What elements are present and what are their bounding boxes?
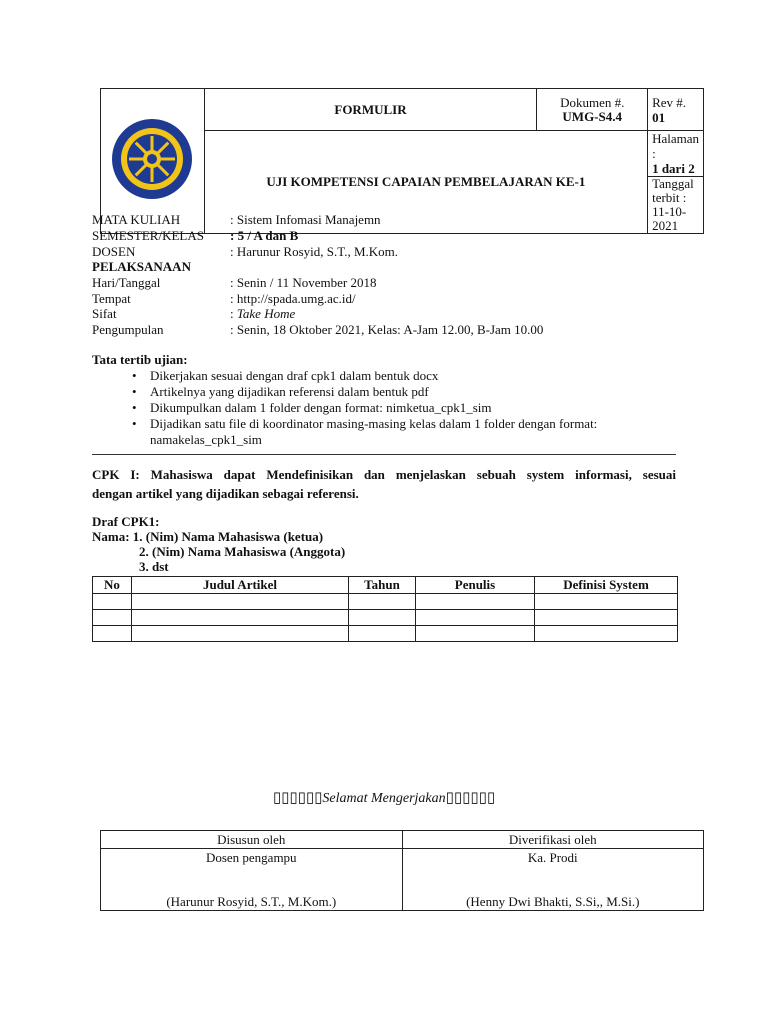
verified-by-label: Diverifikasi oleh xyxy=(402,831,704,849)
closing-line xyxy=(0,788,768,807)
col-header-author: Penulis xyxy=(416,577,535,594)
table-row xyxy=(93,626,678,642)
university-logo xyxy=(110,117,194,201)
table-cell[interactable] xyxy=(93,626,132,642)
prepared-by-cell xyxy=(101,849,403,911)
draft-name-3: 3. dst xyxy=(139,559,169,574)
verified-by-role: Ka. Prodi xyxy=(527,850,578,865)
table-cell[interactable] xyxy=(132,626,349,642)
table-cell[interactable] xyxy=(416,610,535,626)
closing-text: Selamat Mengerjakan xyxy=(322,791,446,806)
document-number-cell xyxy=(537,89,648,131)
draft-name-1: Nama: 1. (Nim) Nama Mahasiswa (ketua) xyxy=(92,529,324,544)
submission-value: : Senin, 18 Oktober 2021, Kelas: A-Jam 12.00, B-Jam 10.00 xyxy=(230,322,544,337)
rule-item-continued: namakelas_cpk1_sim xyxy=(150,432,262,447)
exam-rules xyxy=(92,352,682,448)
course-value: : Sistem Infomasi Manajemn xyxy=(230,212,381,227)
table-cell[interactable] xyxy=(349,594,416,610)
signature-table xyxy=(100,830,704,911)
col-header-year: Tahun xyxy=(349,577,416,594)
rule-item: • Dijadikan satu file di koordinator masing-masing kelas dalam 1 folder dengan format: xyxy=(126,416,682,432)
revision-cell xyxy=(648,89,704,131)
submission-label: Pengumpulan xyxy=(92,322,164,337)
table-cell[interactable] xyxy=(349,610,416,626)
table-header-row xyxy=(93,577,678,594)
table-cell[interactable] xyxy=(349,626,416,642)
draft-name-2: 2. (Nim) Nama Mahasiswa (Anggota) xyxy=(139,544,346,559)
semester-value: : 5 / A dan B xyxy=(230,228,299,243)
document-number-label: Dokumen #. xyxy=(560,94,625,110)
issue-date-label: Tanggal terbit : xyxy=(652,176,694,205)
decorative-symbols-right: ▯▯▯▯▯▯ xyxy=(445,790,496,806)
table-cell[interactable] xyxy=(93,594,132,610)
day-label: Hari/Tanggal xyxy=(92,275,161,290)
day-value: : Senin / 11 November 2018 xyxy=(230,275,377,290)
section-divider xyxy=(92,454,676,455)
table-row xyxy=(93,594,678,610)
revision-label: Rev #. xyxy=(652,94,687,110)
exam-title: UJI KOMPETENSI CAPAIAN PEMBELAJARAN KE-1 xyxy=(204,131,647,234)
prepared-by-name: (Harunur Rosyid, S.T., M.Kom.) xyxy=(166,894,337,909)
nature-value: : Take Home xyxy=(230,306,296,321)
document-number-value: UMG-S4.4 xyxy=(562,108,622,124)
place-value: : http://spada.umg.ac.id/ xyxy=(230,291,356,306)
prepared-by-label: Disusun oleh xyxy=(101,831,403,849)
col-header-no: No xyxy=(93,577,132,594)
nature-label: Sifat xyxy=(92,306,117,321)
decorative-symbols-left: ▯▯▯▯▯▯ xyxy=(272,790,323,806)
verified-by-name: (Henny Dwi Bhakti, S.Si,, M.Si.) xyxy=(466,894,640,909)
cpk-statement-line1: CPK I: Mahasiswa dapat Mendefinisikan dan menjelaskan sebuah system informasi, sesuai xyxy=(92,467,676,482)
table-cell[interactable] xyxy=(535,610,678,626)
verified-by-cell xyxy=(402,849,704,911)
article-table xyxy=(92,576,678,642)
table-row xyxy=(93,610,678,626)
lecturer-label: DOSEN xyxy=(92,244,136,259)
nature-value-text: Take Home xyxy=(236,306,296,321)
table-cell[interactable] xyxy=(416,594,535,610)
place-label: Tempat xyxy=(92,291,131,306)
issue-date-value: 11-10-2021 xyxy=(652,204,687,233)
exam-info xyxy=(92,212,692,342)
col-header-definition: Definisi System xyxy=(535,577,678,594)
rule-item: • Dikumpulkan dalam 1 folder dengan format: nimketua_cpk1_sim xyxy=(126,400,682,416)
col-header-title: Judul Artikel xyxy=(132,577,349,594)
table-cell[interactable] xyxy=(132,594,349,610)
rules-title: Tata tertib ujian: xyxy=(92,352,188,367)
rule-item: • Artikelnya yang dijadikan referensi dalam bentuk pdf xyxy=(126,384,682,400)
table-cell[interactable] xyxy=(535,594,678,610)
implementation-label: PELAKSANAAN xyxy=(92,259,191,274)
revision-value: 01 xyxy=(652,109,666,125)
draft-block xyxy=(92,514,492,574)
semester-label: SEMESTER/KELAS xyxy=(92,228,204,243)
page-value: 1 dari 2 xyxy=(652,161,695,176)
rules-list xyxy=(126,368,682,432)
table-cell[interactable] xyxy=(132,610,349,626)
page-cell xyxy=(648,131,704,177)
cpk-statement-line2: dengan artikel yang dijadikan sebagai referensi. xyxy=(92,486,359,501)
page-label: Halaman : xyxy=(652,131,699,161)
draft-title: Draf CPK1: xyxy=(92,514,160,529)
form-label: FORMULIR xyxy=(204,89,537,131)
table-cell[interactable] xyxy=(535,626,678,642)
rule-item: • Dikerjakan sesuai dengan draf cpk1 dalam bentuk docx xyxy=(126,368,682,384)
table-cell[interactable] xyxy=(416,626,535,642)
course-label: MATA KULIAH xyxy=(92,212,181,227)
lecturer-value: : Harunur Rosyid, S.T., M.Kom. xyxy=(230,244,399,259)
prepared-by-role: Dosen pengampu xyxy=(205,850,297,865)
table-cell[interactable] xyxy=(93,610,132,626)
